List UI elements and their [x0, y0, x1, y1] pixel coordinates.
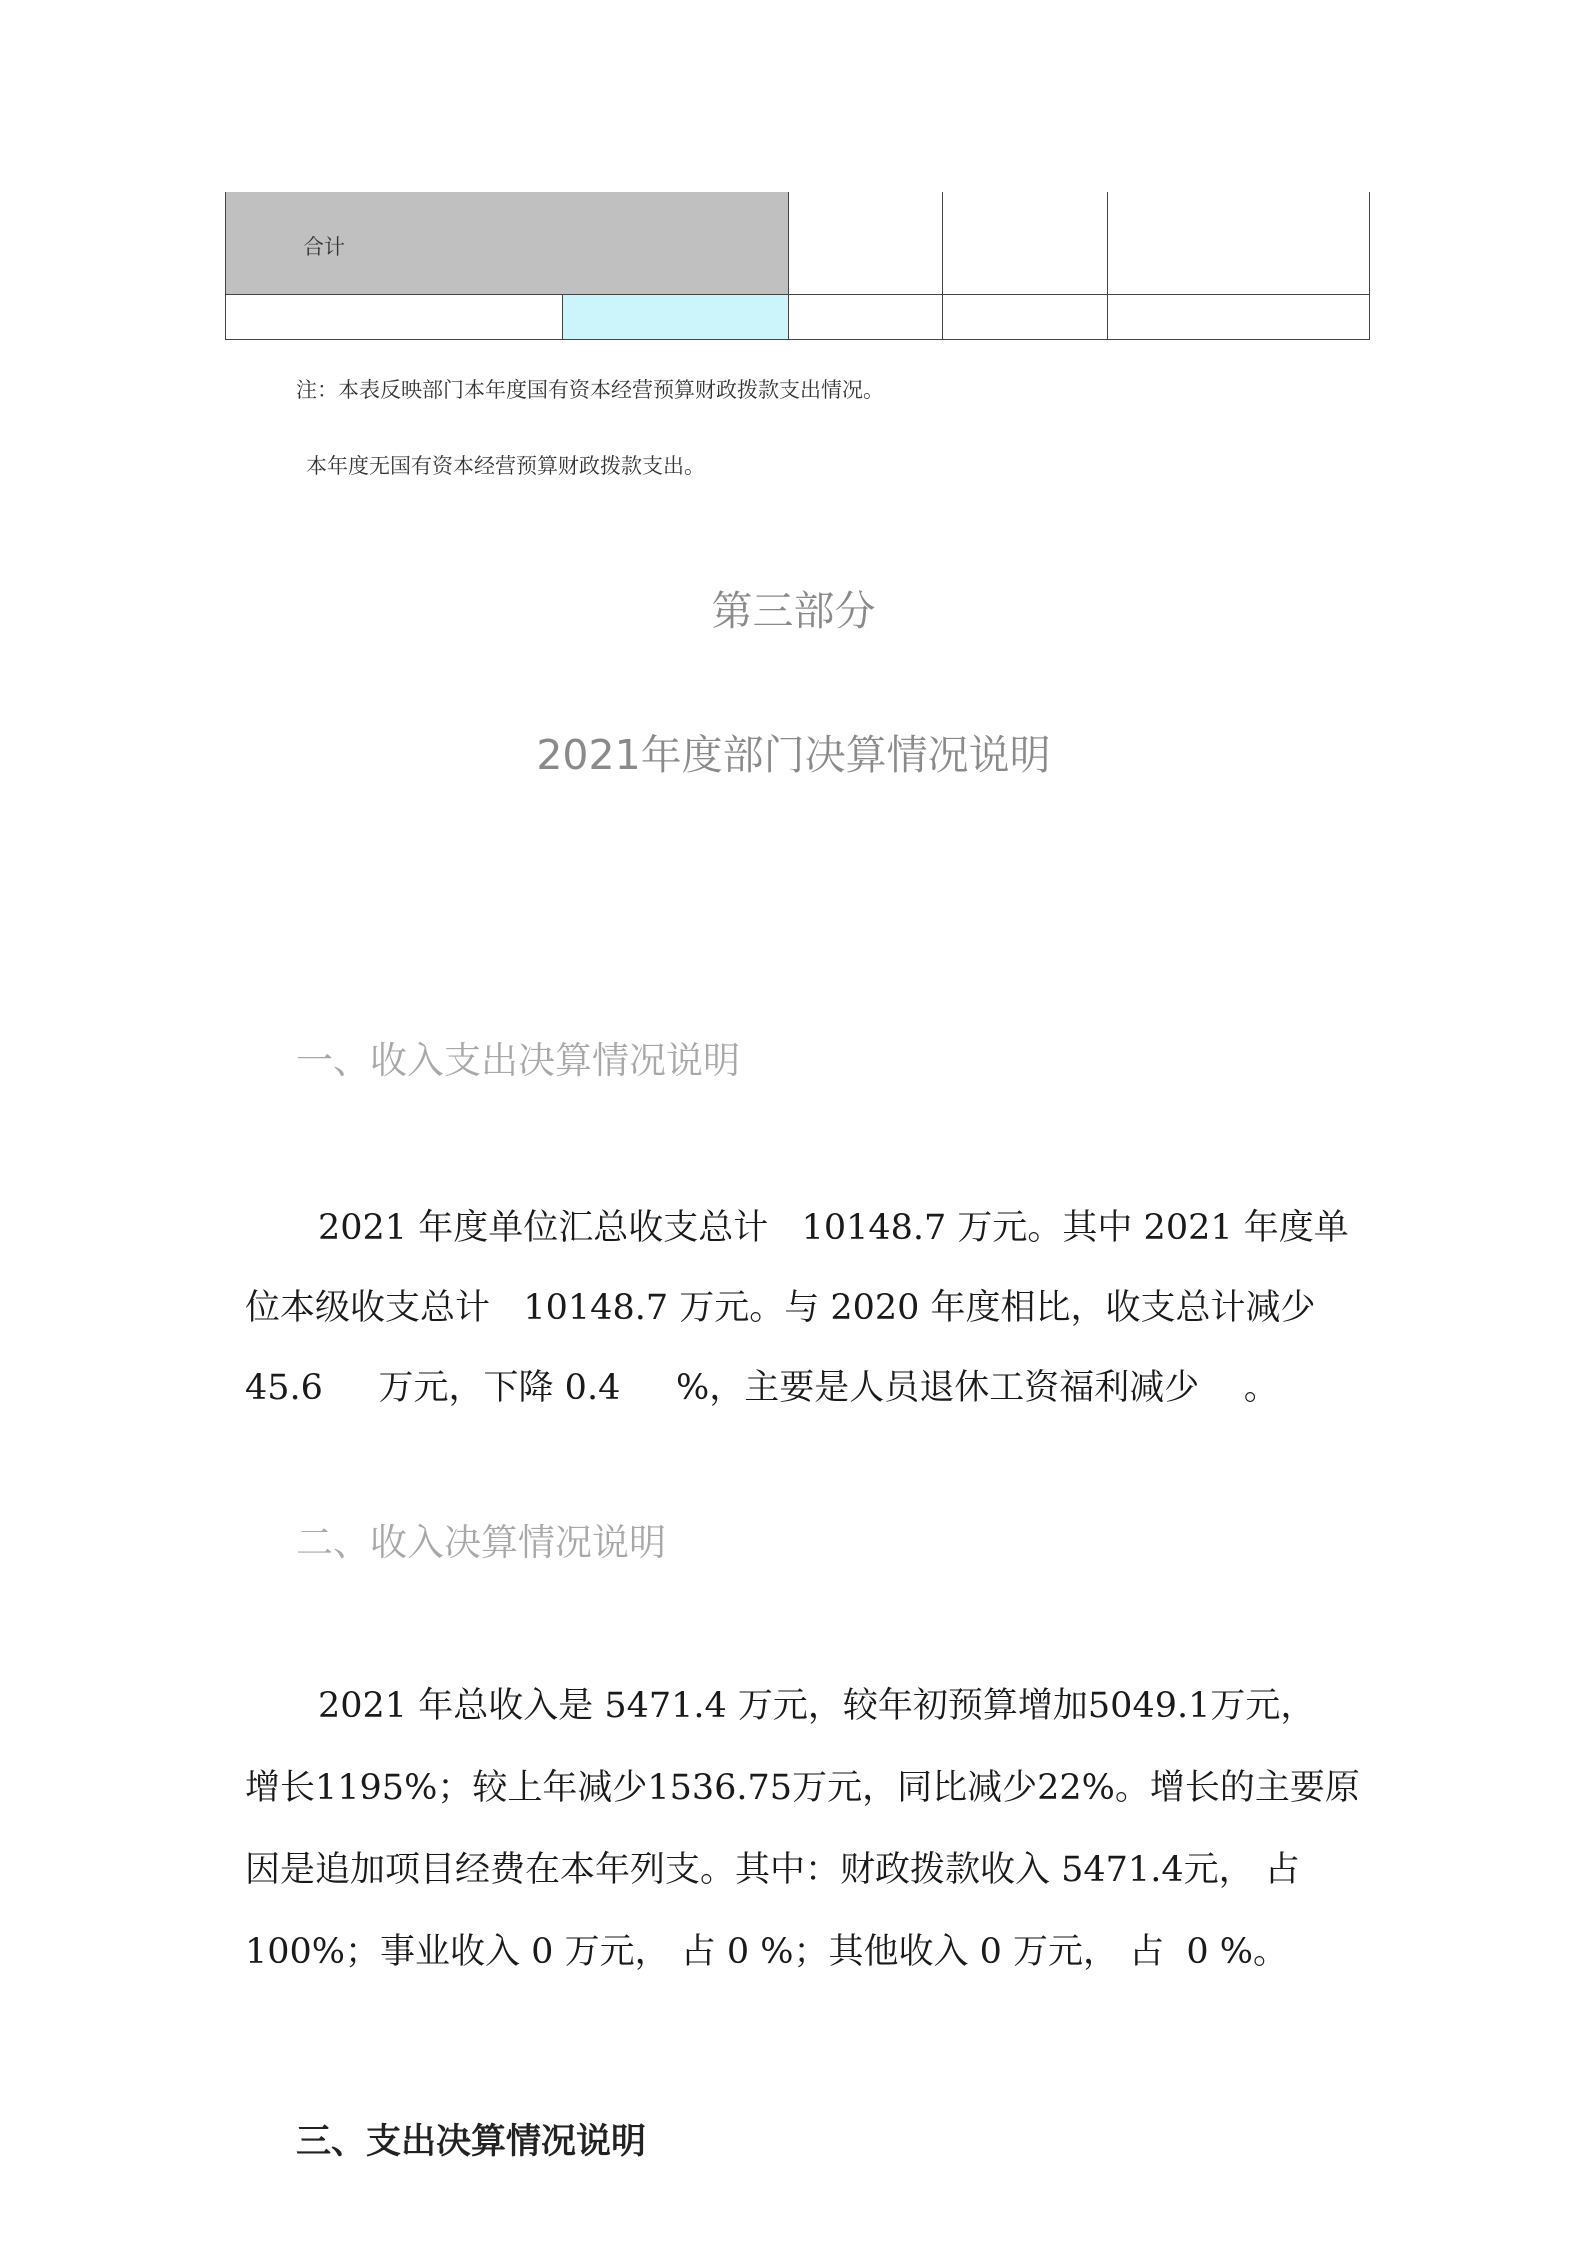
- paragraph-line: 因是追加项目经费在本年列支。其中：财政拨款收入 5471.4元， 占: [245, 1850, 1300, 1890]
- table-right-border: [1369, 192, 1370, 340]
- table-bottom-border: [225, 339, 1370, 340]
- table-note: 注：本表反映部门本年度国有资本经营预算财政拨款支出情况。: [296, 378, 884, 402]
- table-row-divider: [225, 294, 1370, 295]
- paragraph-line: 100%；事业收入 0 万元， 占 0 %；其他收入 0 万元， 占 0 %。: [245, 1932, 1289, 1972]
- total-row-label-cell: [225, 192, 788, 294]
- part-subtitle: 2021年度部门决算情况说明: [536, 731, 1051, 779]
- table-column-divider: [788, 192, 789, 340]
- paragraph-line: 增长1195%；较上年减少1536.75万元，同比减少22%。增长的主要原: [245, 1768, 1360, 1808]
- section-heading-income-expenditure: 一、收入支出决算情况说明: [296, 1039, 740, 1082]
- paragraph-line: 位本级收支总计 10148.7 万元。与 2020 年度相比，收支总计减少: [245, 1288, 1316, 1328]
- part-title: 第三部分: [711, 587, 876, 635]
- section-heading-expenditure: 三、支出决算情况说明: [296, 2122, 647, 2162]
- highlighted-cell: [562, 294, 788, 340]
- table-note-no-expenditure: 本年度无国有资本经营预算财政拨款支出。: [306, 454, 705, 478]
- table-left-border: [225, 294, 226, 340]
- table-column-divider: [1107, 192, 1108, 340]
- total-label: 合计: [303, 235, 345, 259]
- paragraph-line: 2021 年总收入是 5471.4 万元，较年初预算增加5049.1万元，: [318, 1686, 1316, 1726]
- budget-table-fragment: [225, 192, 1370, 340]
- table-column-divider: [942, 192, 943, 340]
- table-column-divider: [562, 294, 563, 340]
- section-heading-income: 二、收入决算情况说明: [296, 1521, 666, 1564]
- paragraph-line: 45.6 万元，下降 0.4 %，主要是人员退休工资福利减少 。: [245, 1368, 1279, 1408]
- paragraph-line: 2021 年度单位汇总收支总计 10148.7 万元。其中 2021 年度单: [318, 1208, 1349, 1248]
